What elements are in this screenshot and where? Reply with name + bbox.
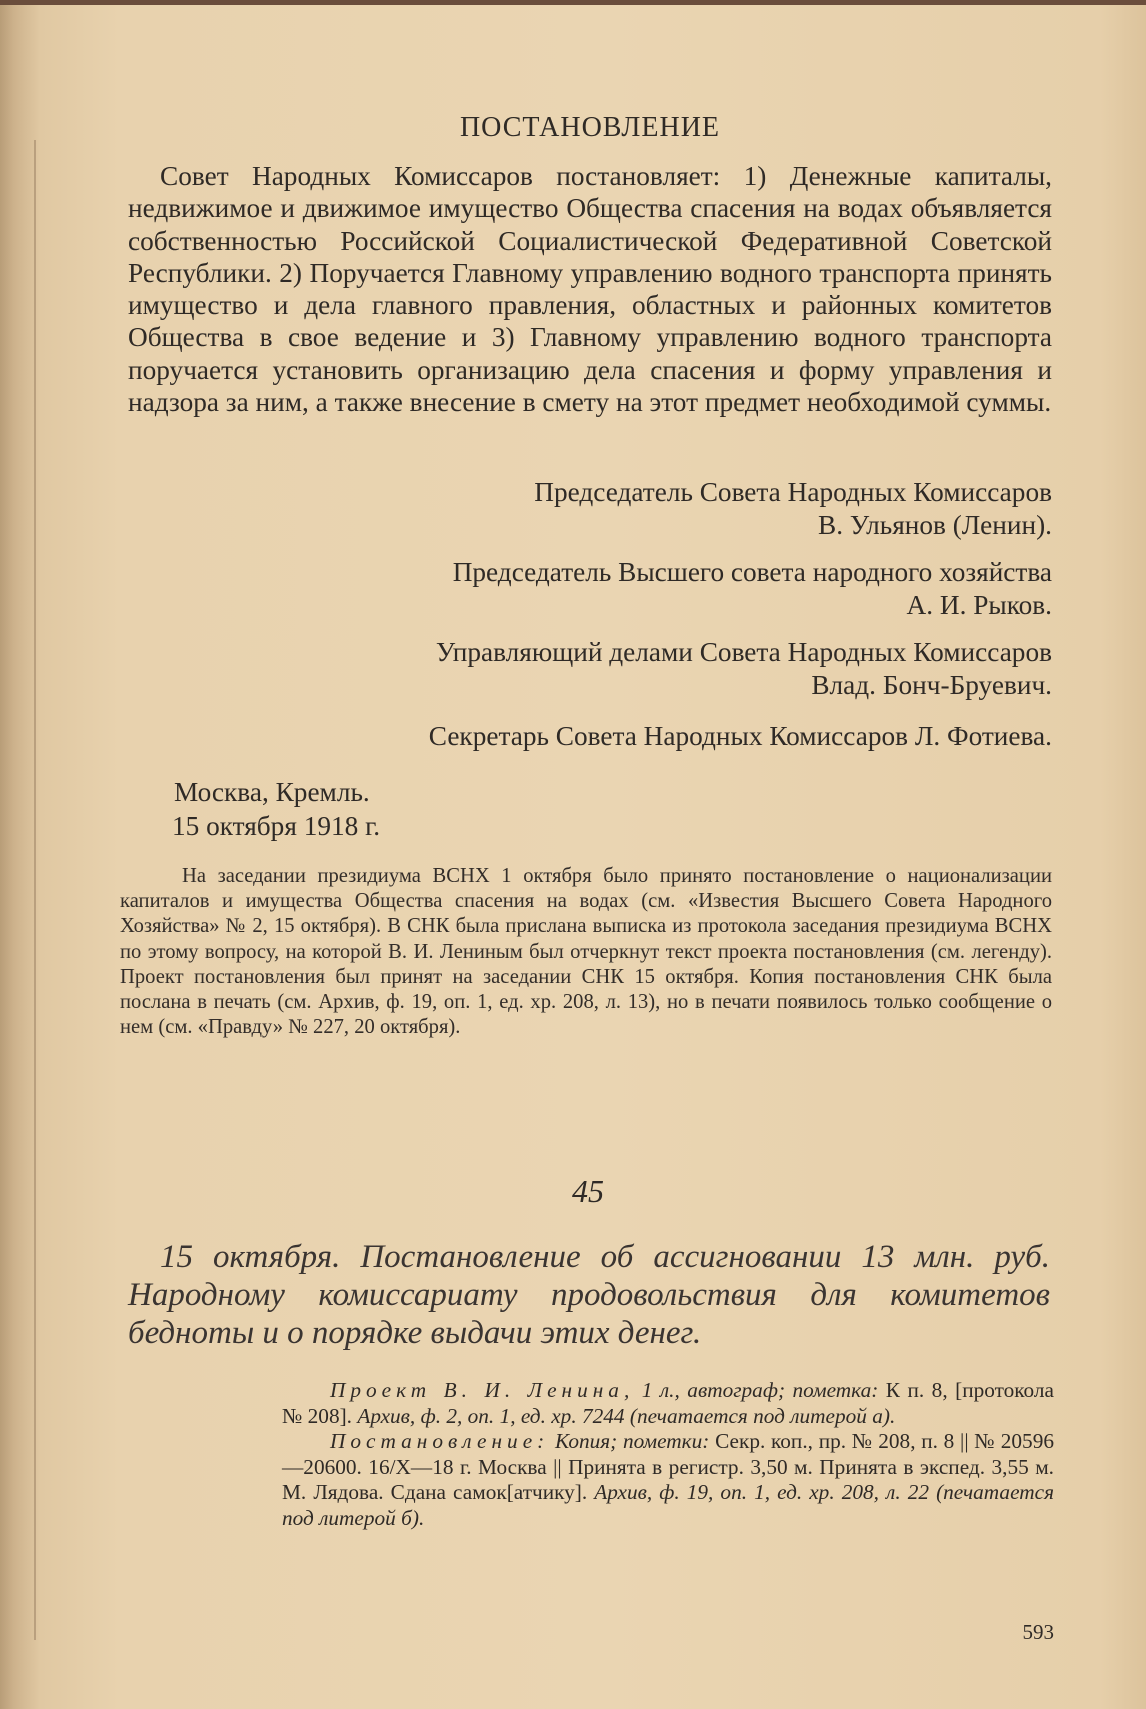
signature-title: Председатель Высшего совета народного хозяйства — [452, 557, 1052, 587]
place-and-date — [174, 775, 380, 843]
signature-name: А. И. Рыков. — [906, 590, 1052, 620]
source-entry-resolution — [282, 1429, 1054, 1531]
signature-chairman-vsnh — [453, 556, 1052, 622]
signature-line: Секретарь Совета Народных Комиссаров Л. Фотиева. — [428, 721, 1052, 751]
place: Москва, Кремль. — [174, 777, 370, 807]
source-label: Проект В. И. Ленина, — [330, 1378, 635, 1402]
signature-name: В. Ульянов (Ленин). — [818, 510, 1052, 540]
document-title: ПОСТАНОВЛЕНИЕ — [459, 112, 721, 143]
source-label: Постановление: — [330, 1429, 550, 1454]
source-meta: 1 л., автограф; пометка: — [641, 1378, 879, 1402]
source-entry-draft — [282, 1378, 1054, 1429]
document-number: 45 — [572, 1173, 604, 1209]
signature-title: Управляющий делами Совета Народных Комиссаров — [435, 637, 1052, 667]
source-text: К п. 8, [протокола № 208]. — [282, 1378, 1055, 1428]
document-heading: 15 октября. Постановление об ассигновании 13 млн. руб. Народному комиссариату продовольствия для комитетов бедноты и о порядке выдачи этих денег. — [128, 1239, 1050, 1351]
signature-name: Влад. Бонч-Бруевич. — [811, 670, 1052, 700]
resolution-body: Совет Народных Комиссаров постановляет: 1) Денежные капиталы, недвижимое и движимое имущество Общества спасения на водах объявляется собственностью Российской Социалистической Федеративной Советской Республики. 2) Поручается Главному управлению водного транспорта принять имущество и дела главного правления, областных и районных комитетов Общества в свое ведение и 3) Главному управлению водного транспорта поручается установить организацию дела спасения и форму управления и надзора за ним, а также внесение в смету на этот предмет необходимой суммы. — [128, 161, 1052, 418]
signature-chairman-snk — [534, 476, 1052, 542]
source-text: Секр. коп., пр. № 208, п. 8 || № 20596—20600. 16/X—18 г. Москва || Принята в регистр. 3,50 м. Принята в экспед. 3,55 м. М. Лядова. Сдана самок[атчику]. — [282, 1429, 1054, 1505]
date: 15 октября 1918 г. — [172, 811, 381, 841]
editorial-note: На заседании президиума ВСНХ 1 октября было принято постановление о национализации капиталов и имущества Общества спасения на водах (см. «Известия Высшего Совета Народного Хозяйства» № 2, 15 октября). В СНК была прислана выписка из протокола заседания президиума ВСНХ по этому вопросу, на которой В. И. Лениным был отчеркнут текст проекта постановления (см. легенду). Проект постановления был принят на заседании СНК 15 октября. Копия постановления СНК была послана в печать (см. Архив, ф. 19, оп. 1, ед. хр. 208, л. 13), но в печати появилось только сообщение о нем (см. «Правду» № 227, 20 октября). — [120, 865, 1052, 1039]
source-meta: Копия; пометки: — [555, 1429, 710, 1454]
signature-business-manager — [436, 636, 1052, 702]
signature-title: Председатель Совета Народных Комиссаров — [534, 477, 1052, 507]
source-archive: Архив, ф. 19, оп. 1, ед. хр. 208, л. 22 (печатается под литерой б). — [282, 1480, 1054, 1530]
page-number: 593 — [1022, 1620, 1054, 1644]
source-archive: Архив, ф. 2, оп. 1, ед. хр. 7244 (печатается под литерой а). — [357, 1403, 896, 1428]
source-legend — [282, 1378, 1054, 1532]
signature-secretary — [429, 720, 1052, 753]
